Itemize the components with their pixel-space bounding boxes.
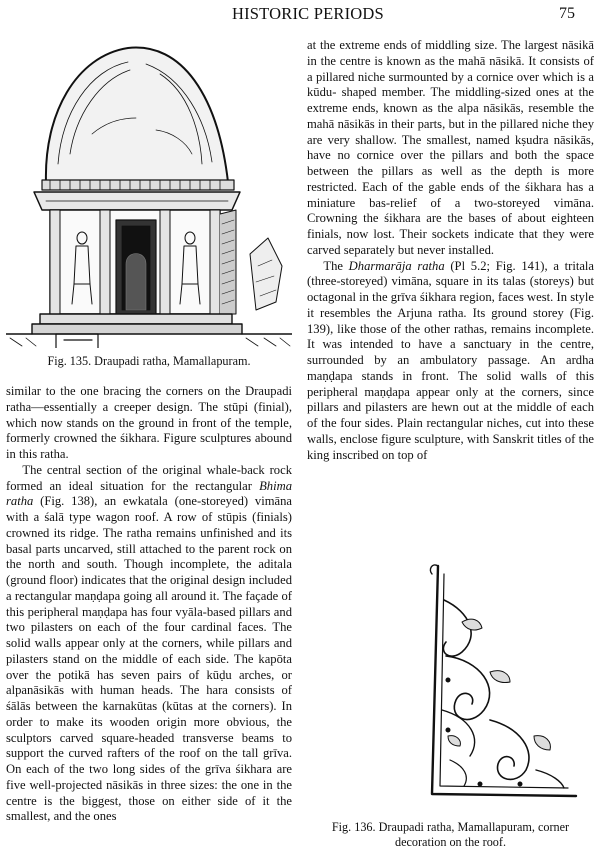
paragraph: similar to the one bracing the corners on the Draupadi ratha—essentially a creeper design. The stūpi (finial), which now stands on the ground in front of the temple, formerly crowned the śikhara. Figure sculptures abound in this ratha. bbox=[6, 384, 292, 461]
emphasis: Dharmarāja ratha bbox=[348, 258, 445, 273]
paragraph: at the extreme ends of middling size. The largest nāsikā in the centre is known as the mahā nāsikā. It consists of a pillared niche surmounted by a cornice over which is a kūdu- shaped member. The middling-sized ones at the extreme ends, known as the alpa nāsikās, resemble the mahā nāsikās in their parts, but in the pillared niche they are very shallow. The smallest, named kṣudra nāsikās, have no cornice over the pillars and both the space between the pillars as well as the depth is more restricted. Each of the gable ends of the śikhara has a miniature bas-relief of a two-storeyed vimāna. Crowning the śikhara are the bases of about eighteen finials, now lost. Their sockets indicate that they were carved separately but never installed. bbox=[307, 38, 594, 257]
figure-136-drawing bbox=[330, 560, 580, 810]
page-number: 75 bbox=[559, 5, 575, 22]
figure-135-drawing bbox=[6, 34, 292, 348]
emphasis: Bhima ratha bbox=[6, 478, 292, 509]
paragraph-text: (Pl 5.2; Fig. 141), a tritala (three-storeyed) vimāna, square in its talas (storeys) but octagonal in the grīva śikhara region, faces west. In style it resembles the Arjuna ratha. Its ground storey (Fig. 139), like those of the other rathas, remains incomplete. It was intended to have a sanctuary in the centre, surrounded by an ambulatory passage. An ardha maṇḍapa stands in front. The solid walls of this peripheral maṇḍapa appear only at the corners, since pillars and pilasters are hewn out at the middle of each of the four sides. Plain rectangular niches, cut into these walls, enclose figure sculpture, with Sanskrit titles of the king inscribed on top of bbox=[307, 258, 594, 462]
running-header bbox=[0, 4, 600, 26]
figure-136-caption-line: decoration on the roof. bbox=[394, 835, 506, 849]
paragraph-text: The bbox=[323, 258, 349, 273]
figure-136-caption bbox=[307, 820, 594, 850]
figure-135-caption: Fig. 135. Draupadi ratha, Mamallapuram. bbox=[47, 354, 251, 368]
paragraph-text: (Fig. 138), an ewkatala (one-storeyed) vimāna with a śalā type wagon roof. A row of stūpis (finials) crowned its ridge. The ratha remains unfinished and its basal parts uncarved, still attached to the parent rock on the north and south. Though incomplete, the aditala (ground floor) indicates that the original design included a rectangular maṇḍapa going all around it. The façade of this peripheral maṇḍapa has four vyāla-based pillars and two pilasters on each of the four cardinal faces. The solid walls appear only at the corners, while pillars and pilasters stand on the middle of each side. The kapōta over the potikā has seven pairs of kūḍu arches, or alpanāsikās with human heads. The hara consists of śālās between the karnakūtas (kūtas at the corners). In order to make its wooden origin more obvious, the sculptors carved square-headed transverse beams to support the curved rafters of the roof on the tall grīva. On each of the two long sides of the grīva śikhara are five well-projected nāsikās in three sizes: the one in the centre is the biggest, those on either side of it the smallest, and the ones bbox=[6, 494, 292, 824]
paragraph-text: The central section of the original whale-back rock formed an ideal situation for the rectangular bbox=[6, 462, 292, 493]
paragraph bbox=[6, 463, 292, 825]
paragraph bbox=[307, 259, 594, 464]
figure-136-caption-line: Fig. 136. Draupadi ratha, Mamallapuram, corner bbox=[331, 820, 570, 834]
right-text-column bbox=[307, 38, 594, 463]
left-text-column bbox=[6, 384, 292, 825]
running-title: HISTORIC PERIODS bbox=[232, 4, 384, 23]
